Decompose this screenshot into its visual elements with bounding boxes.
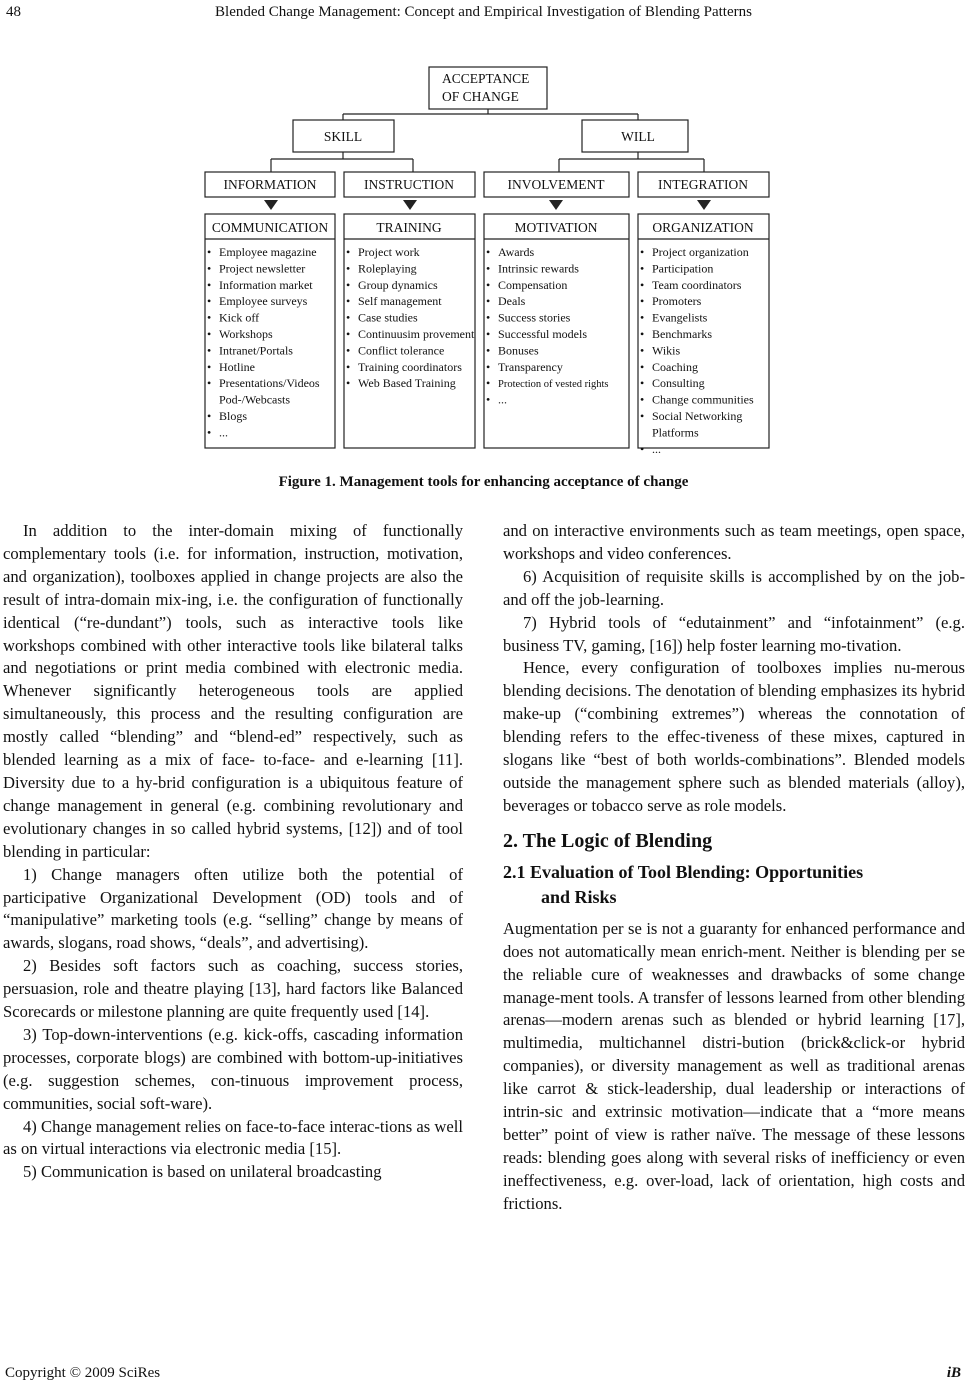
tool-item: Promoters bbox=[652, 294, 702, 309]
down-arrow-icon bbox=[549, 200, 563, 210]
instruction-label: INSTRUCTION bbox=[364, 177, 454, 192]
bullet-icon: • bbox=[640, 343, 645, 358]
bullet-icon: • bbox=[486, 359, 491, 374]
bullet-icon: • bbox=[207, 376, 212, 391]
bullet-icon: • bbox=[640, 376, 645, 391]
paragraph: In addition to the inter-domain mixing of functionally complementary tools (i.e. for information, instruction, motivation, and organization), toolboxes applied in change projects are also the result of intra-domain mix-ing, i.e. the configuration of functionally identical (“re-dundant”) tools, such as interactive tools like workshops combined with other interactive tools like bilateral talks and negotiations or print media combined with electronic media. Whenever significantly heterogeneous tools are applied simultaneously, this process and the resulting configuration are mostly called “blending” and “blend-ed” respectively, such as blended learning as a mix of face- to-face- and e-learning [11]. Diversity due to a hy-brid configuration is a ubiquitous feature of change management in general (e.g. combining revolutionary and evolutionary changes in so called hybrid systems, [12]) and of tool blending in particular: bbox=[3, 521, 463, 861]
right-column bbox=[503, 520, 965, 1216]
tool-item: Transparency bbox=[498, 359, 563, 374]
tool-item: ... bbox=[498, 392, 507, 407]
bullet-icon: • bbox=[207, 327, 212, 341]
bullet-icon: • bbox=[207, 261, 212, 276]
tool-item: ... bbox=[652, 441, 661, 456]
paragraph: 3) Top-down-interventions (e.g. kick-offs, cascading information processes, corporate blogs) are combined with bottom-up-initiatives (e.g. suggestion schemes, con-tinuous improvement process, communities, social soft-ware). bbox=[3, 1024, 463, 1113]
journal-abbrev: iB bbox=[946, 1365, 961, 1381]
figure-diagram bbox=[180, 60, 790, 460]
bullet-icon: • bbox=[640, 310, 645, 325]
tool-item: Deals bbox=[498, 294, 526, 309]
paragraph: 6) Acquisition of requisite skills is accomplished by on the job- and off the job-learning. bbox=[503, 566, 965, 609]
bullet-icon: • bbox=[346, 359, 351, 374]
bullet-icon: • bbox=[346, 261, 351, 276]
bullet-icon: • bbox=[346, 310, 351, 325]
tool-item: Conflict tolerance bbox=[358, 343, 445, 358]
running-title: Blended Change Management: Concept and Empirical Investigation of Blending Patterns bbox=[215, 4, 752, 20]
skill-label: SKILL bbox=[323, 129, 363, 144]
bullet-icon: • bbox=[640, 294, 645, 309]
bullet-icon: • bbox=[486, 245, 491, 259]
bullet-icon: • bbox=[486, 327, 491, 341]
subsection-heading bbox=[503, 860, 965, 910]
subsection-heading-line1: 2.1 Evaluation of Tool Blending: Opportunities bbox=[503, 861, 864, 882]
tool-item: Evangelists bbox=[652, 310, 708, 325]
bullet-icon: • bbox=[640, 261, 645, 276]
tool-item: Group dynamics bbox=[358, 277, 438, 292]
copyright: Copyright © 2009 SciRes bbox=[5, 1365, 161, 1381]
tool-item: Intranet/Portals bbox=[219, 343, 293, 358]
tool-item: Intrinsic rewards bbox=[498, 261, 579, 276]
tool-item: Platforms bbox=[652, 425, 699, 440]
bullet-icon: • bbox=[640, 327, 645, 341]
paragraph: Augmentation per se is not a guaranty for enhanced performance and does not automatically mean enrich-ment. Neither is blending per se the reliable cure of weaknesses and drawbacks of some change manage-ment tools. A transfer of lessons learned from other blending arenas—modern arenas such as blended or hybrid learning [17], multimedia, multichannel distri-bution (brick&click-or hybrid companies), or diversity management as well as traditional arenas like carrot & stick-leadership, dual leadership or interactions of intrin-sic and extrinsic motivation—indicate that a “more means better” point of view is rather naïve. The message of these lessons reads: blending goes along with several risks of inefficiency or even ineffectiveness, e.g. over-load, lack of orientation, high costs and frictions. bbox=[503, 918, 965, 1213]
paragraph: 2) Besides soft factors such as coaching, success stories, persuasion, role and theatre playing [13], hard factors like Balanced Scorecards or milestone planning are quite frequently used [14]. bbox=[3, 956, 463, 1022]
paragraph: 5) Communication is based on unilateral broadcasting bbox=[23, 1162, 382, 1182]
tool-item: ... bbox=[219, 425, 228, 440]
bullet-icon: • bbox=[346, 245, 351, 259]
tool-item: Self management bbox=[358, 294, 442, 309]
paragraph: and on interactive environments such as team meetings, open space, workshops and video conferences. bbox=[503, 521, 965, 563]
bullet-icon: • bbox=[640, 359, 645, 374]
bullet-icon: • bbox=[486, 294, 491, 309]
tool-item: Wikis bbox=[652, 343, 681, 358]
tool-item: Successful models bbox=[498, 327, 587, 341]
down-arrow-icon bbox=[697, 200, 711, 210]
tool-item: Team coordinators bbox=[652, 277, 742, 292]
information-label: INFORMATION bbox=[223, 177, 317, 192]
page-number: 48 bbox=[6, 4, 21, 20]
involvement-label: INVOLVEMENT bbox=[507, 177, 605, 192]
subsection-heading-line2: and Risks bbox=[541, 886, 617, 907]
bullet-icon: • bbox=[207, 409, 212, 423]
root-label-line2: OF CHANGE bbox=[442, 89, 519, 104]
bullet-icon: • bbox=[207, 310, 212, 325]
bullet-icon: • bbox=[346, 343, 351, 358]
tool-item: Change communities bbox=[652, 392, 754, 407]
section-heading: 2. The Logic of Blending bbox=[503, 829, 713, 852]
bullet-icon: • bbox=[486, 261, 491, 276]
motivation-title: MOTIVATION bbox=[514, 220, 598, 235]
bullet-icon: • bbox=[346, 294, 351, 309]
tool-item: Success stories bbox=[498, 310, 571, 325]
tool-item: Compensation bbox=[498, 277, 568, 292]
page-header bbox=[0, 4, 967, 26]
bullet-icon: • bbox=[207, 343, 212, 358]
tool-item: Social Networking bbox=[652, 409, 743, 423]
training-title: TRAINING bbox=[376, 220, 442, 235]
bullet-icon: • bbox=[346, 327, 351, 341]
bullet-icon: • bbox=[640, 441, 645, 456]
bullet-icon: • bbox=[640, 392, 645, 407]
tool-item: Coaching bbox=[652, 359, 698, 374]
tool-item: Information market bbox=[219, 277, 313, 292]
bullet-icon: • bbox=[486, 343, 491, 358]
figure-caption: Figure 1. Management tools for enhancing acceptance of change bbox=[278, 474, 689, 490]
paragraph: 1) Change managers often utilize both the potential of participative Organizational Development (OD) tools and of “manipulative” marketing tools (e.g. “selling” change by means of awards, slogans, road shows, “deals”, and advertising). bbox=[3, 864, 463, 953]
bullet-icon: • bbox=[486, 376, 491, 391]
tool-item: Workshops bbox=[219, 327, 273, 341]
tool-item: Project work bbox=[358, 245, 420, 259]
down-arrow-icon bbox=[403, 200, 417, 210]
bullet-icon: • bbox=[346, 277, 351, 292]
bullet-icon: • bbox=[640, 245, 645, 259]
communication-title: COMMUNICATION bbox=[211, 220, 329, 235]
paragraph: 7) Hybrid tools of “edutainment” and “infotainment” (e.g. business TV, gaming, [16]) help foster learning mo-tivation. bbox=[503, 612, 965, 655]
tool-item: Pod-/Webcasts bbox=[219, 392, 291, 407]
bullet-icon: • bbox=[486, 277, 491, 292]
root-label-line1: ACCEPTANCE bbox=[442, 71, 530, 86]
bullet-icon: • bbox=[640, 409, 645, 423]
integration-label: INTEGRATION bbox=[658, 177, 748, 192]
tool-item: Consulting bbox=[652, 376, 705, 391]
will-label: WILL bbox=[621, 129, 655, 144]
tool-item: Employee surveys bbox=[219, 294, 308, 309]
bullet-icon: • bbox=[486, 392, 491, 407]
bullet-icon: • bbox=[486, 310, 491, 325]
bullet-icon: • bbox=[207, 245, 212, 259]
tool-item: Kick off bbox=[219, 310, 260, 325]
tool-item: Bonuses bbox=[498, 343, 539, 358]
tool-item: Training coordinators bbox=[358, 359, 462, 374]
tool-item: Hotline bbox=[219, 359, 255, 374]
bullet-icon: • bbox=[207, 277, 212, 292]
bullet-icon: • bbox=[207, 359, 212, 374]
tool-item: Roleplaying bbox=[358, 261, 417, 276]
paragraph: Hence, every configuration of toolboxes implies nu-merous blending decisions. The denotation of blending emphasizes its hybrid make-up (“combining extremes”) whereas the connotation of blending refers to the effec-tiveness of these mixes, captured in slogans like “best of both worlds-combinations”. Blended models outside the management sphere such as blended materials (alloy), beverages or tobacco serve as role models. bbox=[503, 658, 965, 815]
bullet-icon: • bbox=[207, 294, 212, 309]
paragraph: 4) Change management relies on face-to-face interac-tions as well as on virtual interactions via electronic media [15]. bbox=[3, 1116, 463, 1159]
tool-item: Case studies bbox=[358, 310, 418, 325]
tool-item: Continuusim provement bbox=[358, 327, 475, 341]
tool-item: Web Based Training bbox=[358, 376, 456, 391]
down-arrow-icon bbox=[264, 200, 278, 210]
tool-item: Project organization bbox=[652, 245, 749, 259]
tool-item: Participation bbox=[652, 261, 714, 276]
tool-item: Project newsletter bbox=[219, 261, 306, 276]
tool-item: Employee magazine bbox=[219, 245, 317, 259]
tool-item: Benchmarks bbox=[652, 327, 712, 341]
bullet-icon: • bbox=[640, 277, 645, 292]
tool-item: Blogs bbox=[219, 409, 248, 423]
left-column bbox=[3, 520, 463, 1184]
tool-item: Protection of vested rights bbox=[498, 379, 609, 391]
tool-item: Awards bbox=[498, 245, 535, 259]
bullet-icon: • bbox=[207, 425, 212, 440]
tool-item: Presentations/Videos bbox=[219, 376, 320, 391]
organization-title: ORGANIZATION bbox=[652, 220, 754, 235]
bullet-icon: • bbox=[346, 376, 351, 391]
